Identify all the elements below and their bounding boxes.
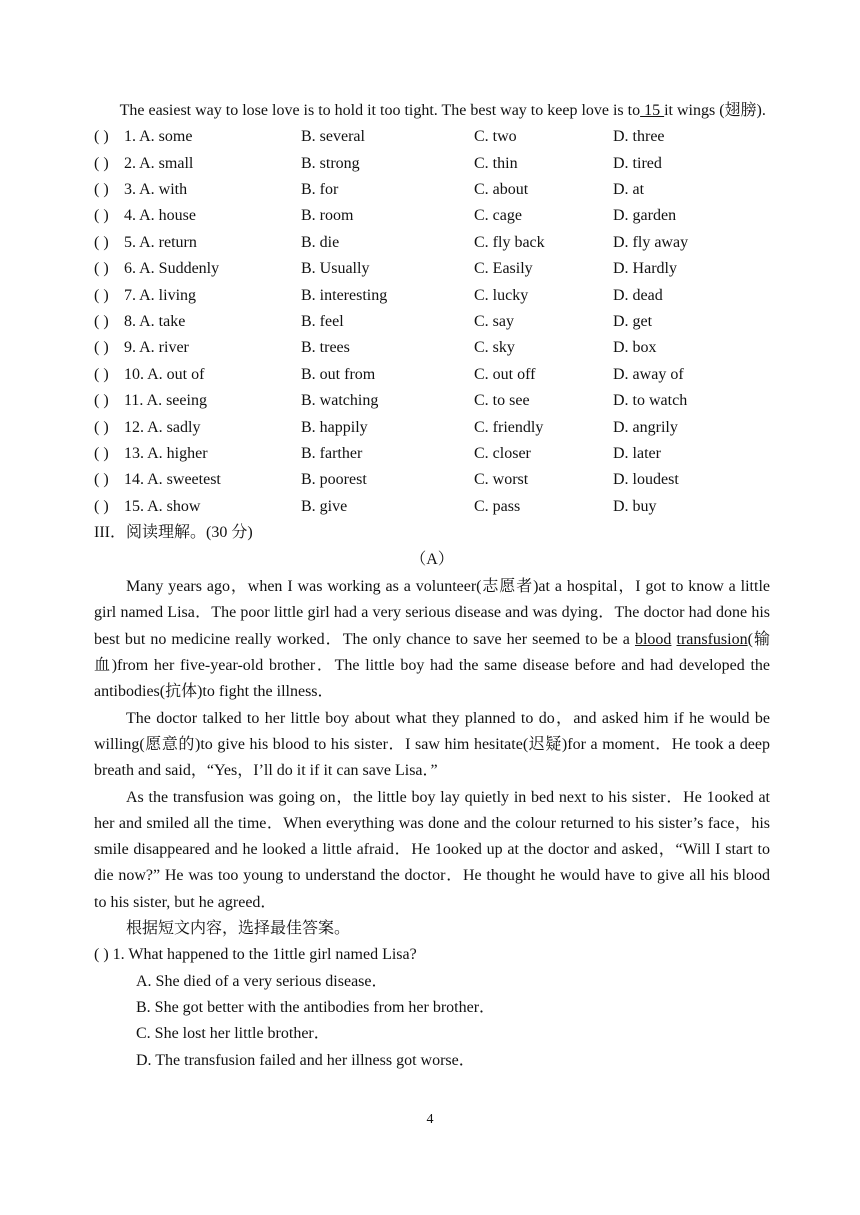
option-c: C. worst bbox=[474, 471, 529, 489]
question-stem: 1. What happened to the 1ittle girl named Lisa? bbox=[112, 946, 417, 964]
question-1 bbox=[94, 942, 770, 968]
option-d: D. three bbox=[613, 128, 665, 146]
section-heading: III．阅读理解。(30 分) bbox=[94, 524, 253, 542]
option-c: C. cage bbox=[474, 207, 522, 225]
option-c: C. say bbox=[474, 313, 514, 331]
cloze-question-row bbox=[94, 230, 770, 256]
option-b: B. several bbox=[301, 128, 365, 146]
option-b: B. give bbox=[301, 497, 348, 515]
option-a: 3. A. with bbox=[124, 181, 188, 199]
option-d: D. angrily bbox=[613, 418, 678, 436]
option-d: D. loudest bbox=[613, 471, 679, 489]
answer-blank[interactable]: ( ) bbox=[94, 392, 109, 410]
option-a: 4. A. house bbox=[124, 207, 196, 225]
answer-blank[interactable]: ( ) bbox=[94, 260, 109, 278]
underlined-transfusion: transfusion bbox=[676, 630, 748, 648]
cloze-closing-paragraph bbox=[94, 98, 770, 124]
option-b: B. out from bbox=[301, 365, 376, 383]
option-b: B. for bbox=[301, 181, 339, 199]
option-a: 14. A. sweetest bbox=[124, 471, 221, 489]
option-d: D. Hardly bbox=[613, 260, 677, 278]
option-b: B. trees bbox=[301, 339, 350, 357]
passage-paragraph-3: As the transfusion was going on，the little boy lay quietly in bed next to his sister．He 1ooked at her and smiled all the time．When everything was done and the colour returned to his sister’s face，his smile disappeared and he looked a little afraid．He 1ooked up at the doctor and asked，“Will I start to die now?” He was too young to understand the doctor．He thought he would have to give all his blood to his sister, but he agreed． bbox=[94, 788, 771, 911]
passage-label: （A） bbox=[410, 551, 454, 569]
option-d: D. get bbox=[613, 313, 653, 331]
option-d: D. fly away bbox=[613, 233, 689, 251]
answer-blank[interactable]: ( ) bbox=[94, 286, 109, 304]
answer-blank[interactable]: ( ) bbox=[94, 497, 109, 515]
option-c: C. pass bbox=[474, 497, 521, 515]
instruction-text: 根据短文内容，选择最佳答案。 bbox=[126, 920, 351, 938]
option-a: 12. A. sadly bbox=[124, 418, 201, 436]
blank-15: 15 bbox=[640, 102, 665, 119]
cloze-question-row bbox=[94, 283, 770, 309]
answer-blank[interactable]: ( ) bbox=[94, 365, 109, 383]
option-c: C. thin bbox=[474, 154, 518, 172]
answer-blank[interactable]: ( ) bbox=[94, 418, 109, 436]
answer-blank[interactable]: ( ) bbox=[94, 471, 109, 489]
option-b: B. poorest bbox=[301, 471, 367, 489]
answer-blank[interactable]: ( ) bbox=[94, 339, 109, 357]
option-d: D. box bbox=[613, 339, 657, 357]
option-a: 2. A. small bbox=[124, 154, 194, 172]
option-a: A. She died of a very serious disease． bbox=[136, 972, 388, 990]
intro-text-end: it wings (翅膀). bbox=[664, 102, 766, 119]
answer-blank[interactable]: ( ) bbox=[94, 313, 109, 331]
answer-blank[interactable]: ( ) bbox=[94, 154, 109, 172]
cloze-question-row bbox=[94, 388, 770, 414]
cloze-question-row bbox=[94, 151, 770, 177]
option-c: C. She lost her little brother． bbox=[136, 1025, 330, 1043]
option-b: B. farther bbox=[301, 444, 363, 462]
p1-text-end: (输血)from her five-year-old brother．The little boy had the same disease before and had developed the antibodies(抗体)to fight the illness． bbox=[94, 630, 770, 701]
cloze-question-row bbox=[94, 177, 770, 203]
answer-blank[interactable]: ( ) bbox=[94, 207, 109, 225]
option-b: B. watching bbox=[301, 392, 379, 410]
cloze-options-list bbox=[94, 124, 770, 520]
option-b: B. She got better with the antibodies from her brother． bbox=[136, 998, 496, 1016]
option-a: 13. A. higher bbox=[124, 444, 208, 462]
intro-text: The easiest way to lose love is to hold it too tight. The best way to keep love is to bbox=[119, 102, 641, 119]
underlined-blood: blood bbox=[634, 630, 672, 648]
passage-paragraph-1 bbox=[94, 574, 770, 705]
option-c: C. sky bbox=[474, 339, 515, 357]
option-a: 9. A. river bbox=[124, 339, 189, 357]
cloze-question-row bbox=[94, 362, 770, 388]
option-d: D. away of bbox=[613, 365, 684, 383]
option-c: C. closer bbox=[474, 444, 531, 462]
cloze-question-row bbox=[94, 124, 770, 150]
cloze-question-row bbox=[94, 309, 770, 335]
option-b: B. happily bbox=[301, 418, 368, 436]
option-b: B. feel bbox=[301, 313, 344, 331]
option-a: 5. A. return bbox=[124, 233, 197, 251]
answer-blank[interactable]: ( ) bbox=[94, 128, 109, 146]
option-d: D. garden bbox=[613, 207, 677, 225]
option-c: C. to see bbox=[474, 392, 530, 410]
option-b: B. interesting bbox=[301, 286, 388, 304]
option-a: 8. A. take bbox=[124, 313, 186, 331]
answer-blank[interactable]: ( ) bbox=[94, 946, 109, 964]
cloze-question-row bbox=[94, 335, 770, 361]
option-d: D. tired bbox=[613, 154, 662, 172]
cloze-question-row bbox=[94, 256, 770, 282]
document-page bbox=[94, 98, 770, 1074]
answer-blank[interactable]: ( ) bbox=[94, 444, 109, 462]
option-d: D. at bbox=[613, 181, 645, 199]
option-a: 6. A. Suddenly bbox=[124, 260, 220, 278]
option-c: C. friendly bbox=[474, 418, 544, 436]
option-d: D. to watch bbox=[613, 392, 688, 410]
p1-text: Many years ago，when I was working as a volunteer(志愿者)at a hospital，I got to know a little girl named Lisa．The poor little girl had a very serious disease and was dying．The doctor had done his best but no medicine really worked．The only chance to save her seemed to be a bbox=[94, 578, 770, 648]
option-c: C. lucky bbox=[474, 286, 529, 304]
answer-blank[interactable]: ( ) bbox=[94, 233, 109, 251]
option-d: D. buy bbox=[613, 497, 657, 515]
cloze-question-row bbox=[94, 494, 770, 520]
answer-blank[interactable]: ( ) bbox=[94, 181, 109, 199]
option-a: 10. A. out of bbox=[124, 365, 205, 383]
cloze-question-row bbox=[94, 441, 770, 467]
passage-paragraph-2: The doctor talked to her little boy about what they planned to do，and asked him if he would be willing(愿意的)to give his blood to his sister．I saw him hesitate(迟疑)for a moment．He took a deep breath and said，“Yes，I’ll do it if it can save Lisa．” bbox=[94, 709, 770, 780]
option-d: D. later bbox=[613, 444, 661, 462]
option-c: C. fly back bbox=[474, 233, 545, 251]
option-b: B. strong bbox=[301, 154, 360, 172]
option-a: 7. A. living bbox=[124, 286, 197, 304]
option-a: 15. A. show bbox=[124, 497, 201, 515]
option-b: B. Usually bbox=[301, 260, 370, 278]
cloze-question-row bbox=[94, 203, 770, 229]
option-a: 11. A. seeing bbox=[124, 392, 207, 410]
option-b: B. room bbox=[301, 207, 354, 225]
option-c: C. about bbox=[474, 181, 529, 199]
option-c: C. Easily bbox=[474, 260, 533, 278]
option-d: D. The transfusion failed and her illness got worse． bbox=[136, 1051, 475, 1069]
option-c: C. two bbox=[474, 128, 517, 146]
option-d: D. dead bbox=[613, 286, 663, 304]
option-b: B. die bbox=[301, 233, 340, 251]
option-a: 1. A. some bbox=[124, 128, 193, 146]
option-c: C. out off bbox=[474, 365, 536, 383]
cloze-question-row bbox=[94, 415, 770, 441]
cloze-question-row bbox=[94, 467, 770, 493]
page-number: 4 bbox=[426, 1112, 434, 1127]
